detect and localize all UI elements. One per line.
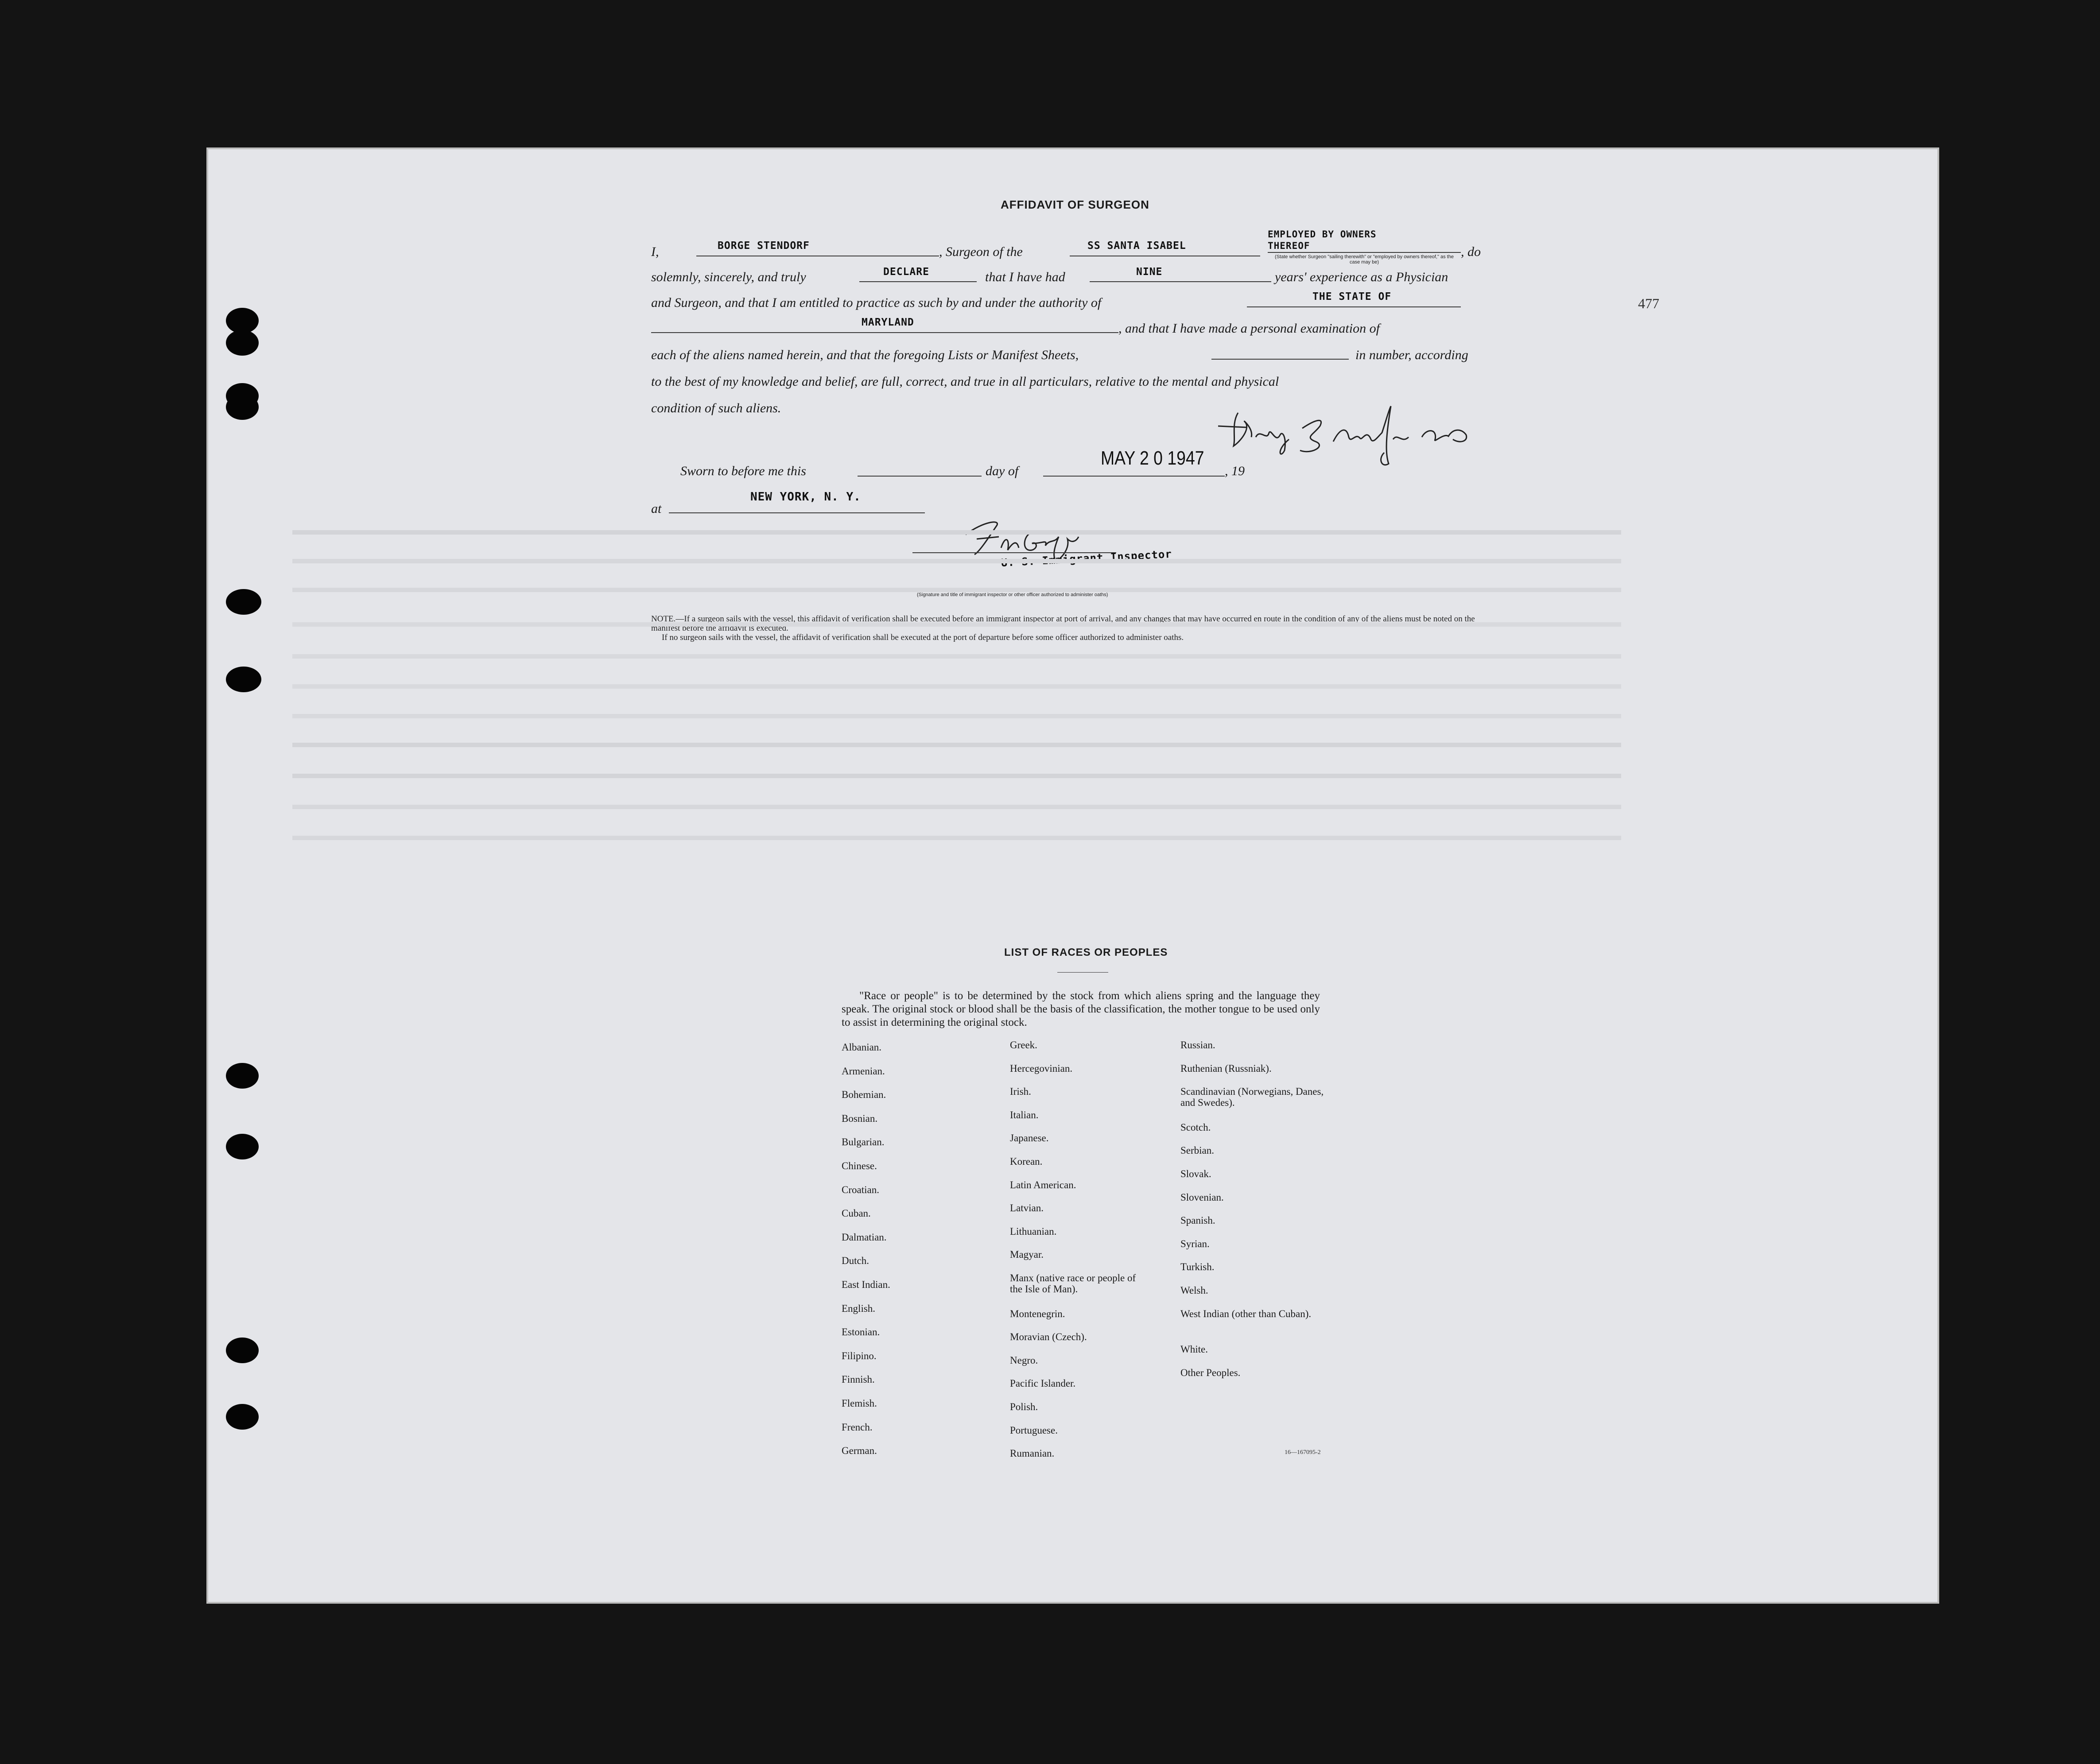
race-item: Cuban. xyxy=(842,1208,871,1219)
race-item: Hercegovinian. xyxy=(1010,1062,1073,1074)
race-item: French. xyxy=(842,1421,873,1433)
binder-hole xyxy=(226,394,259,420)
authority-value-line1: THE STATE OF xyxy=(1312,291,1392,302)
race-item: White. xyxy=(1180,1344,1208,1355)
race-item: Turkish. xyxy=(1180,1261,1215,1273)
bleed-row xyxy=(292,530,1621,535)
years-value: NINE xyxy=(1136,266,1163,278)
binder-hole xyxy=(226,589,261,615)
race-item: Serbian. xyxy=(1180,1145,1215,1156)
affidavit-title: AFFIDAVIT OF SURGEON xyxy=(1001,198,1149,211)
race-item: English. xyxy=(842,1303,876,1314)
race-item: Syrian. xyxy=(1180,1238,1210,1249)
place-value: NEW YORK, N. Y. xyxy=(750,490,861,504)
verb-value: DECLARE xyxy=(883,266,929,278)
race-item: Bulgarian. xyxy=(842,1136,885,1148)
race-item: Slovak. xyxy=(1180,1168,1211,1179)
race-item: Slovenian. xyxy=(1180,1191,1224,1203)
bleed-row xyxy=(292,684,1621,689)
date-stamp-value: MAY 2 0 1947 xyxy=(1101,447,1204,469)
race-item: Chinese. xyxy=(842,1160,877,1171)
binder-hole xyxy=(226,330,259,356)
inspector-caption: (Signature and title of immigrant inspector or other officer authorized to administer oaths) xyxy=(917,592,1108,597)
binder-hole xyxy=(226,1404,259,1430)
race-item: Scotch. xyxy=(1180,1121,1211,1133)
label-that-i-have-had: that I have had xyxy=(985,270,1065,284)
label-solemnly: solemnly, sincerely, and truly xyxy=(651,270,806,284)
race-item: Irish. xyxy=(1010,1086,1031,1097)
race-item: Spanish. xyxy=(1180,1215,1215,1226)
label-day-of: day of xyxy=(986,464,1019,478)
label-years-experience: years' experience as a Physician xyxy=(1275,270,1448,284)
label-condition: condition of such aliens. xyxy=(651,401,781,415)
race-item: Albanian. xyxy=(842,1042,882,1053)
race-item: Pacific Islander. xyxy=(1010,1378,1076,1389)
race-item: Italian. xyxy=(1010,1109,1039,1120)
race-item: Armenian. xyxy=(842,1065,885,1077)
binder-hole xyxy=(226,1063,259,1089)
binder-hole xyxy=(226,667,261,692)
race-item: Bohemian. xyxy=(842,1089,886,1101)
race-item: Finnish. xyxy=(842,1374,875,1385)
bleed-row xyxy=(292,622,1621,627)
race-item: Ruthenian (Russniak). xyxy=(1180,1062,1272,1074)
label-do: , do xyxy=(1461,244,1481,259)
bleed-row xyxy=(292,774,1621,778)
race-item: Polish. xyxy=(1010,1401,1038,1412)
sheets-count-underline xyxy=(1211,359,1349,360)
race-item: Russian. xyxy=(1180,1039,1215,1051)
vessel-value: SS SANTA ISABEL xyxy=(1087,240,1186,252)
race-item: West Indian (other than Cuban). xyxy=(1180,1308,1312,1319)
race-item: Other Peoples. xyxy=(1180,1367,1241,1378)
race-item: Magyar. xyxy=(1010,1249,1044,1260)
note-surgeon-sails: NOTE.—If a surgeon sails with the vessel, this affidavit of verification shall be executed before an immigrant inspector at port of arrival, and any changes that may have occurred en route in the condition of any of the aliens must be noted on the manifest before the affidavit is executed. xyxy=(651,614,1475,633)
race-item: Welsh. xyxy=(1180,1285,1208,1296)
inspector-title-value: U. S. Immigrant Inspector xyxy=(1001,547,1172,569)
label-surgeon-of: , Surgeon of the xyxy=(939,244,1023,259)
race-item: Moravian (Czech). xyxy=(1010,1331,1087,1343)
label-in-number: in number, according xyxy=(1355,348,1468,362)
authority-value-line2: MARYLAND xyxy=(862,317,914,328)
employment-value-line2: THEREOF xyxy=(1268,240,1310,251)
authority-underline-2 xyxy=(651,332,1118,333)
races-title: LIST OF RACES OR PEOPLES xyxy=(1004,946,1168,958)
race-item: Dalmatian. xyxy=(842,1231,887,1243)
surgeon-signature xyxy=(1214,402,1479,473)
affidavit-note xyxy=(651,614,1484,642)
verb-underline xyxy=(859,281,977,282)
race-item: Latvian. xyxy=(1010,1202,1044,1214)
bleed-row xyxy=(292,654,1621,659)
page-number: 477 xyxy=(1638,295,1659,311)
binder-hole xyxy=(226,1134,259,1159)
race-item: Latin American. xyxy=(1010,1179,1076,1190)
years-underline xyxy=(1090,281,1271,282)
bleed-row xyxy=(292,588,1621,592)
note-no-surgeon: If no surgeon sails with the vessel, the affidavit of verification shall be executed at the port of departure before some officer authorized to administer oaths. xyxy=(662,633,1184,642)
race-item: East Indian. xyxy=(842,1279,890,1290)
bleed-row xyxy=(292,559,1621,563)
race-item: Portuguese. xyxy=(1010,1424,1058,1436)
races-title-rule xyxy=(1057,972,1108,973)
race-item: German. xyxy=(842,1445,877,1457)
document-sheet xyxy=(206,147,1939,1604)
race-item: Lithuanian. xyxy=(1010,1225,1057,1237)
race-item: Scandinavian (Norwegians, Danes, and Swedes). xyxy=(1180,1086,1324,1109)
bleed-row xyxy=(292,714,1621,718)
bleed-row xyxy=(292,836,1621,840)
label-sworn-before: Sworn to before me this xyxy=(680,464,806,478)
race-item: Dutch. xyxy=(842,1255,869,1267)
race-item: Croatian. xyxy=(842,1184,879,1195)
label-personal-exam: , and that I have made a personal examination of xyxy=(1118,321,1380,336)
race-item: Bosnian. xyxy=(842,1113,878,1124)
form-code: 16—167095-2 xyxy=(1285,1449,1321,1456)
race-item: Negro. xyxy=(1010,1354,1038,1366)
race-item: Estonian. xyxy=(842,1326,880,1338)
sworn-month-underline xyxy=(1043,476,1225,477)
employment-underline xyxy=(1268,252,1461,253)
binder-hole xyxy=(226,1338,259,1363)
employment-value-line1: EMPLOYED BY OWNERS xyxy=(1268,229,1377,240)
label-and-surgeon: and Surgeon, and that I am entitled to practice as such by and under the authority of xyxy=(651,295,1102,310)
race-item: Montenegrin. xyxy=(1010,1308,1065,1319)
bleed-row xyxy=(292,743,1621,747)
sworn-day-underline xyxy=(858,476,982,477)
label-i: I, xyxy=(651,244,659,259)
authority-underline-1 xyxy=(1247,306,1461,307)
label-year-19: , 19 xyxy=(1225,464,1245,478)
race-item: Filipino. xyxy=(842,1350,877,1361)
race-item: Flemish. xyxy=(842,1398,877,1409)
surgeon-name-value: BORGE STENDORF xyxy=(718,240,810,252)
label-at: at xyxy=(651,501,662,516)
race-item: Manx (native race or people of the Isle of Man). xyxy=(1010,1272,1136,1295)
label-best-knowledge: to the best of my knowledge and belief, are full, correct, and true in all particulars, relative to the mental and physical xyxy=(651,374,1279,389)
race-item: Rumanian. xyxy=(1010,1448,1055,1459)
race-item: Korean. xyxy=(1010,1156,1043,1167)
races-intro: "Race or people" is to be determined by the stock from which aliens spring and the language they speak. The original stock or blood shall be the basis of the classification, the mother tongue to be used only to assist in determining the original stock. xyxy=(842,990,1320,1028)
place-underline xyxy=(669,512,925,513)
label-each-alien: each of the aliens named herein, and that the foregoing Lists or Manifest Sheets, xyxy=(651,348,1079,362)
bleed-row xyxy=(292,805,1621,809)
race-item: Japanese. xyxy=(1010,1132,1049,1144)
employment-caption: (State whether Surgeon "sailing therewith" or "employed by owners thereof," as the case may be) xyxy=(1275,254,1454,265)
race-item: Greek. xyxy=(1010,1039,1037,1051)
